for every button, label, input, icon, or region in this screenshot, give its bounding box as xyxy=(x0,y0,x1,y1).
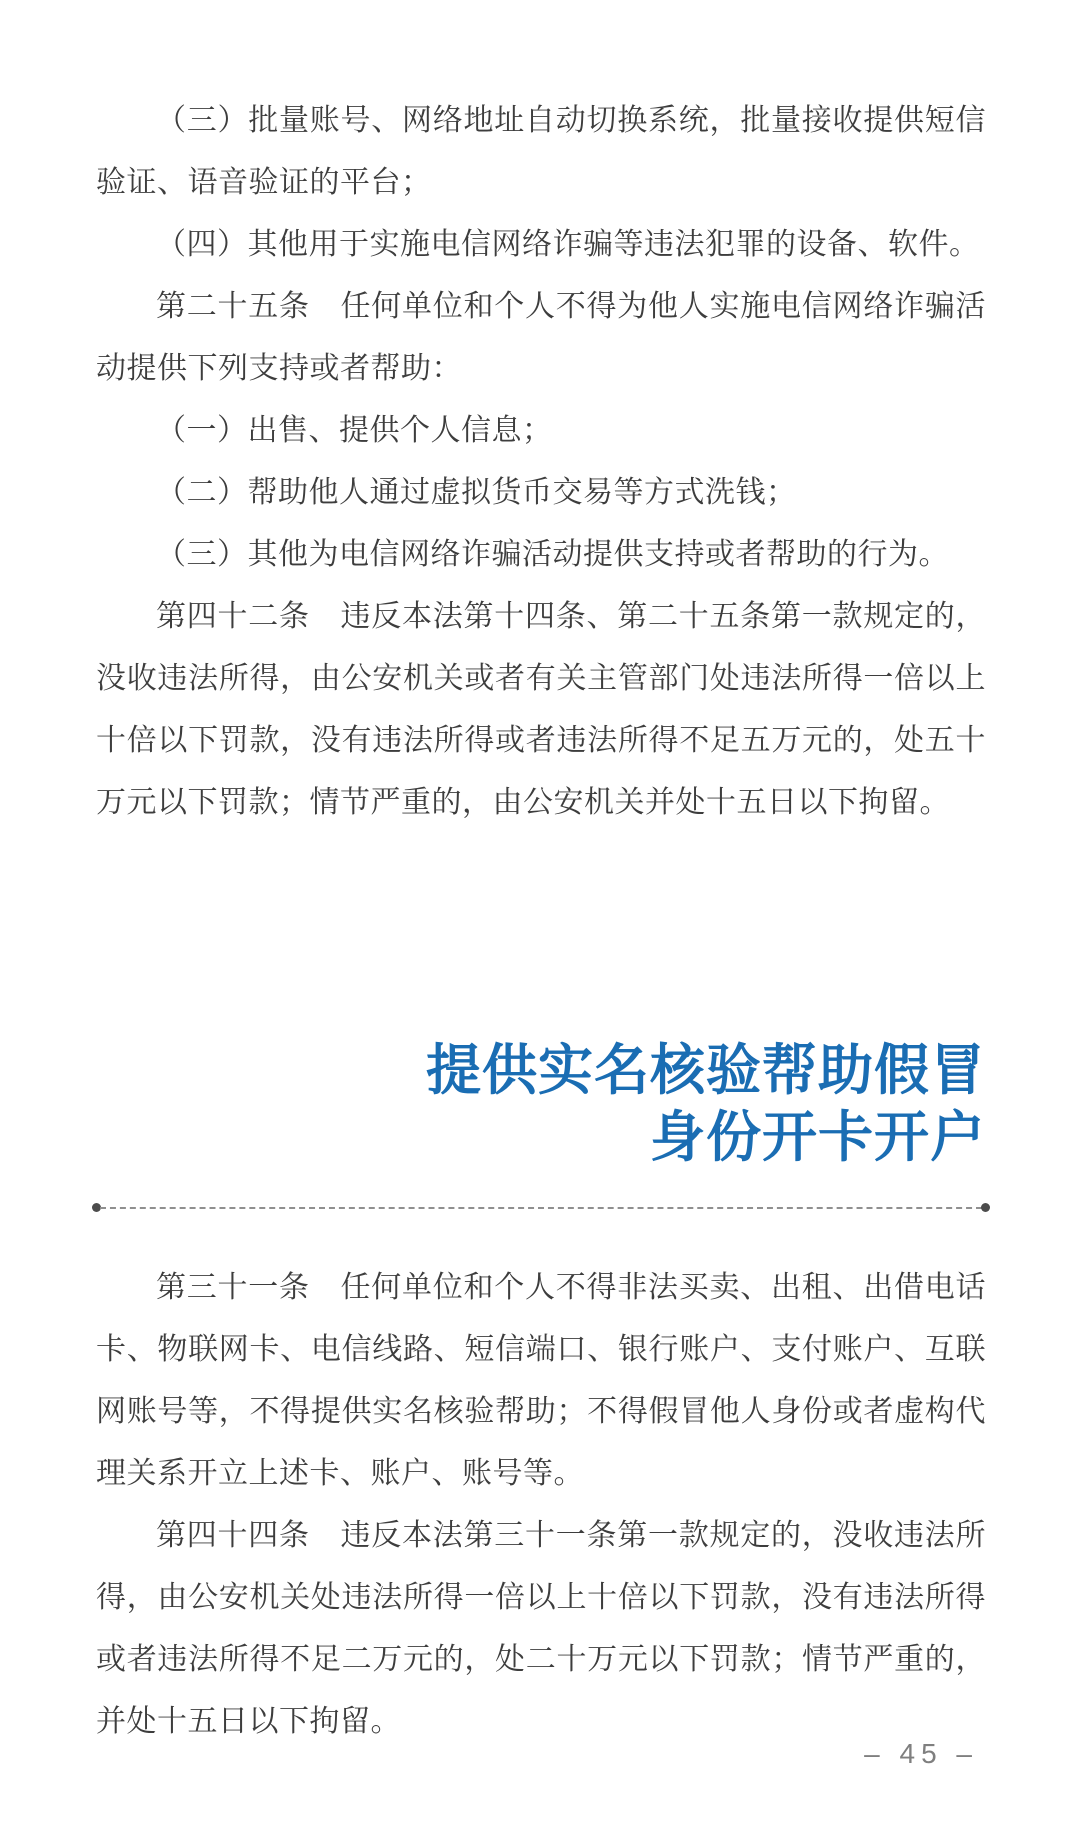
page-number: – 45 – xyxy=(864,1738,978,1769)
divider-dot-right xyxy=(981,1203,990,1212)
body-paragraph: （四）其他用于实施电信网络诈骗等违法犯罪的设备、软件。 xyxy=(156,228,980,261)
section-title xyxy=(96,1037,986,1171)
body-block-bottom xyxy=(96,1257,986,1753)
body-paragraph: （二）帮助他人通过虚拟货币交易等方式洗钱； xyxy=(156,476,797,509)
divider-dash-line xyxy=(100,1207,982,1209)
body-paragraph: 第二十五条 任何单位和个人不得为他人实施电信网络诈骗活动提供下列支持或者帮助： xyxy=(96,290,986,385)
page-content xyxy=(96,90,986,1753)
body-block-top xyxy=(96,90,986,834)
body-paragraph: （一）出售、提供个人信息； xyxy=(156,414,553,447)
body-paragraph: 第三十一条 任何单位和个人不得非法买卖、出租、出借电话卡、物联网卡、电信线路、短信端口、银行账户、支付账户、互联网账号等，不得提供实名核验帮助；不得假冒他人身份或者虚构代理关系开立上述卡、账户、账号等。 xyxy=(96,1271,986,1490)
section-title-line1: 提供实名核验帮助假冒 xyxy=(425,1039,986,1101)
body-paragraph: 第四十二条 违反本法第十四条、第二十五条第一款规定的，没收违法所得，由公安机关或者有关主管部门处违法所得一倍以上十倍以下罚款，没有违法所得或者违法所得不足五万元的，处五十万元以下罚款；情节严重的，由公安机关并处十五日以下拘留。 xyxy=(96,600,986,819)
dashed-divider xyxy=(96,1203,986,1213)
body-paragraph: （三）批量账号、网络地址自动切换系统，批量接收提供短信验证、语音验证的平台； xyxy=(96,104,986,199)
body-paragraph: （三）其他为电信网络诈骗活动提供支持或者帮助的行为。 xyxy=(156,538,949,571)
body-paragraph: 第四十四条 违反本法第三十一条第一款规定的，没收违法所得，由公安机关处违法所得一倍以上十倍以下罚款，没有违法所得或者违法所得不足二万元的，处二十万元以下罚款；情节严重的，并处十五日以下拘留。 xyxy=(96,1519,986,1738)
section-title-line2: 身份开卡开户 xyxy=(649,1106,986,1168)
